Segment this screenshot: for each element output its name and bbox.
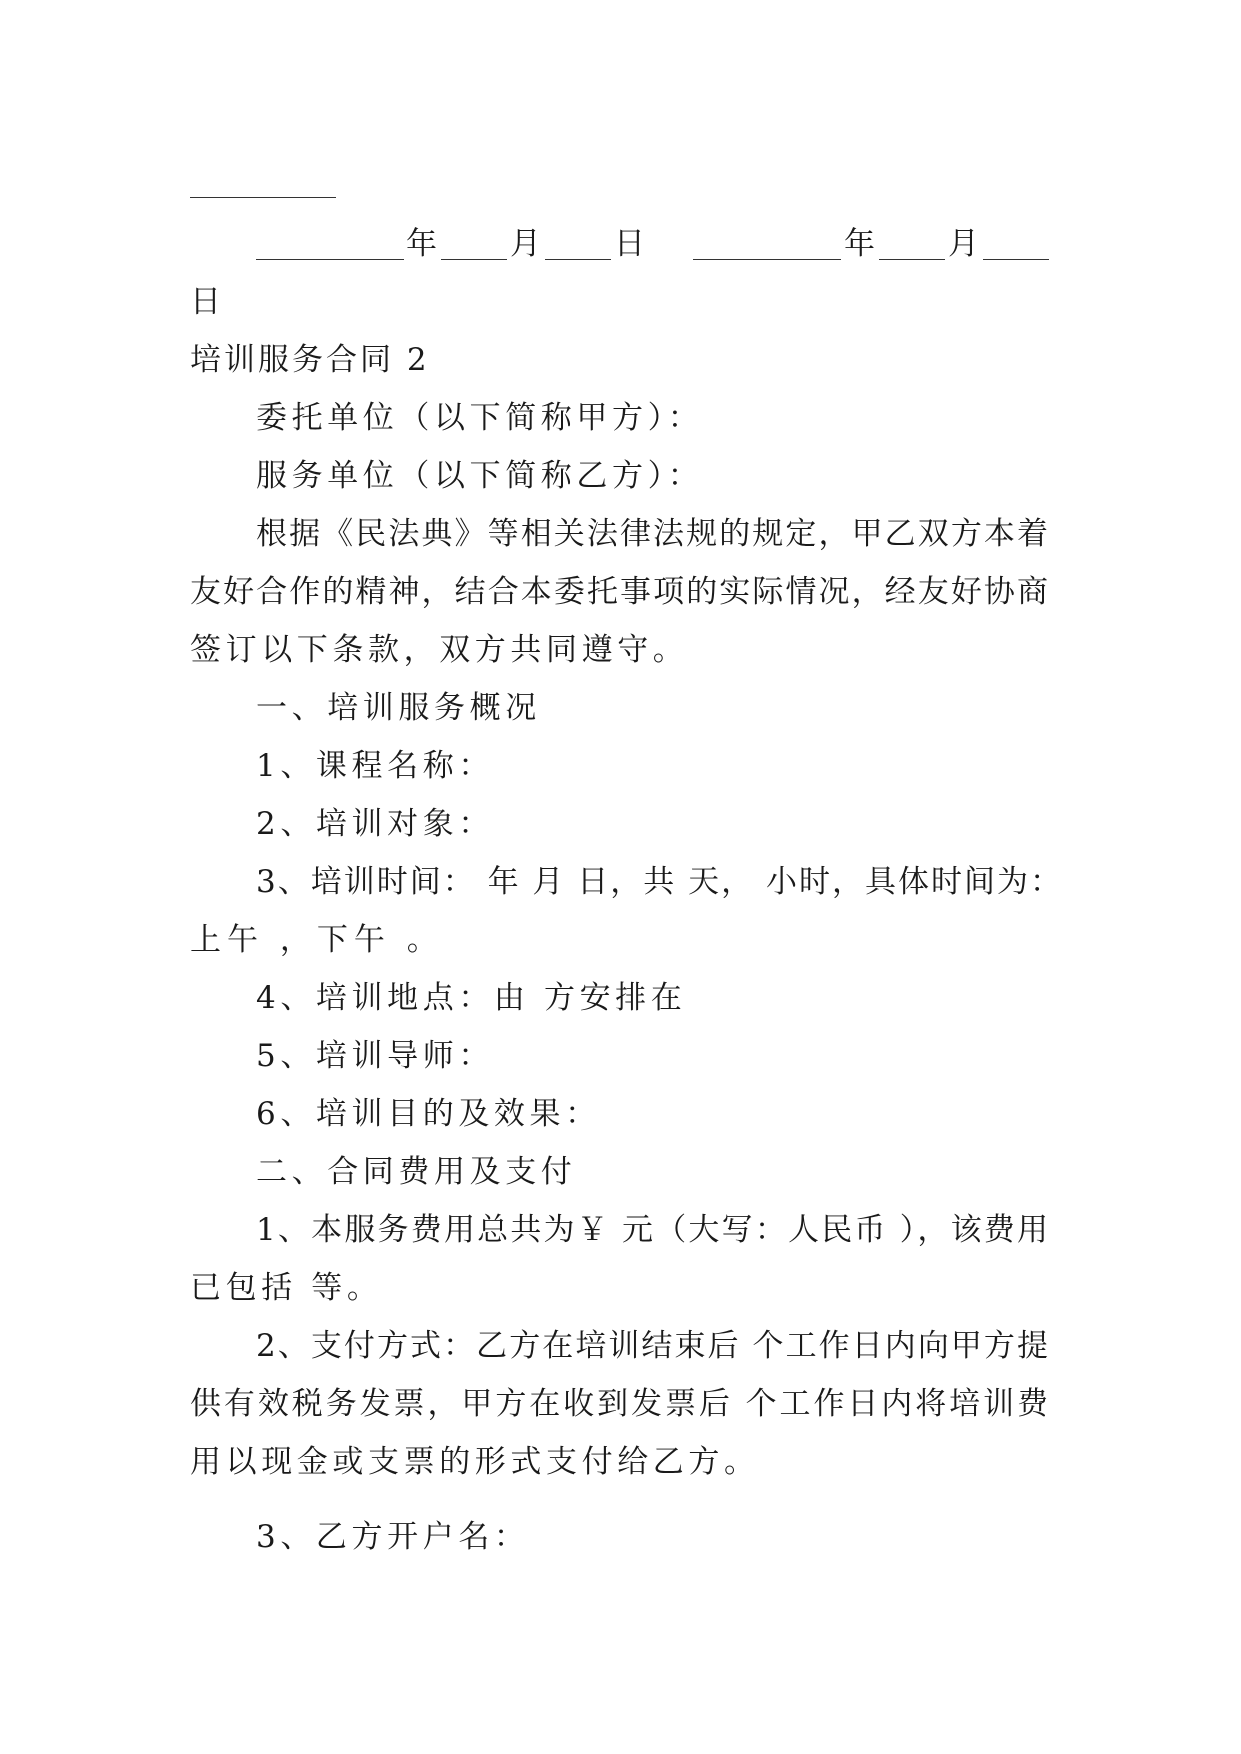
date-blank: [879, 259, 945, 260]
section-heading: 二、合同费用及支付: [256, 1154, 577, 1190]
clause-training-goals: 6、培训目的及效果：: [256, 1096, 601, 1132]
contract-title: 培训服务合同 2: [190, 342, 430, 378]
signature-underline: [190, 197, 336, 198]
date-month-label: 月: [510, 226, 541, 262]
section-heading: 一、培训服务概况: [256, 690, 541, 726]
clause-payment-method-cont: 供有效税务发票，甲方在收到发票后 个工作日内将培训费: [190, 1386, 1050, 1422]
clause-training-location: 4、培训地点：由 方安排在: [256, 980, 687, 1016]
date-year-label: 年: [406, 226, 437, 262]
clause-fee-total: 1、本服务费用总共为￥ 元（大写：人民币 ），该费用: [256, 1212, 1050, 1248]
clause-fee-total-cont: 已包括 等。: [190, 1270, 383, 1306]
preamble-line: 根据《民法典》等相关法律法规的规定，甲乙双方本着: [256, 516, 1050, 552]
signature-date-row: [256, 224, 1050, 264]
clause-trainer: 5、培训导师：: [256, 1038, 494, 1074]
date-blank: [256, 259, 404, 260]
date-year-label: 年: [844, 226, 875, 262]
date-month-label: 月: [948, 226, 979, 262]
clause-payment-method: 2、支付方式：乙方在培训结束后 个工作日内向甲方提: [256, 1328, 1050, 1364]
clause-payment-method-cont: 用以现金或支票的形式支付给乙方。: [190, 1444, 760, 1480]
clause-account-name: 3、乙方开户名：: [256, 1519, 530, 1555]
date-blank: [441, 259, 507, 260]
date-day-continuation: 日: [190, 284, 226, 320]
preamble-line: 友好合作的精神，结合本委托事项的实际情况，经友好协商: [190, 574, 1050, 610]
clause-course-name: 1、课程名称：: [256, 748, 494, 784]
date-blank: [693, 259, 841, 260]
clause-training-time: 3、培训时间： 年 月 日，共 天， 小时，具体时间为：: [256, 864, 1063, 900]
date-day-label: 日: [614, 226, 645, 262]
date-blank: [983, 259, 1049, 260]
date-blank: [545, 259, 611, 260]
party-b-line: 服务单位（以下简称乙方）：: [256, 458, 704, 494]
preamble-line: 签订以下条款，双方共同遵守。: [190, 632, 689, 668]
party-a-line: 委托单位（以下简称甲方）：: [256, 400, 704, 436]
clause-trainees: 2、培训对象：: [256, 806, 494, 842]
clause-training-time-cont: 上午 ，下午 。: [190, 922, 444, 958]
